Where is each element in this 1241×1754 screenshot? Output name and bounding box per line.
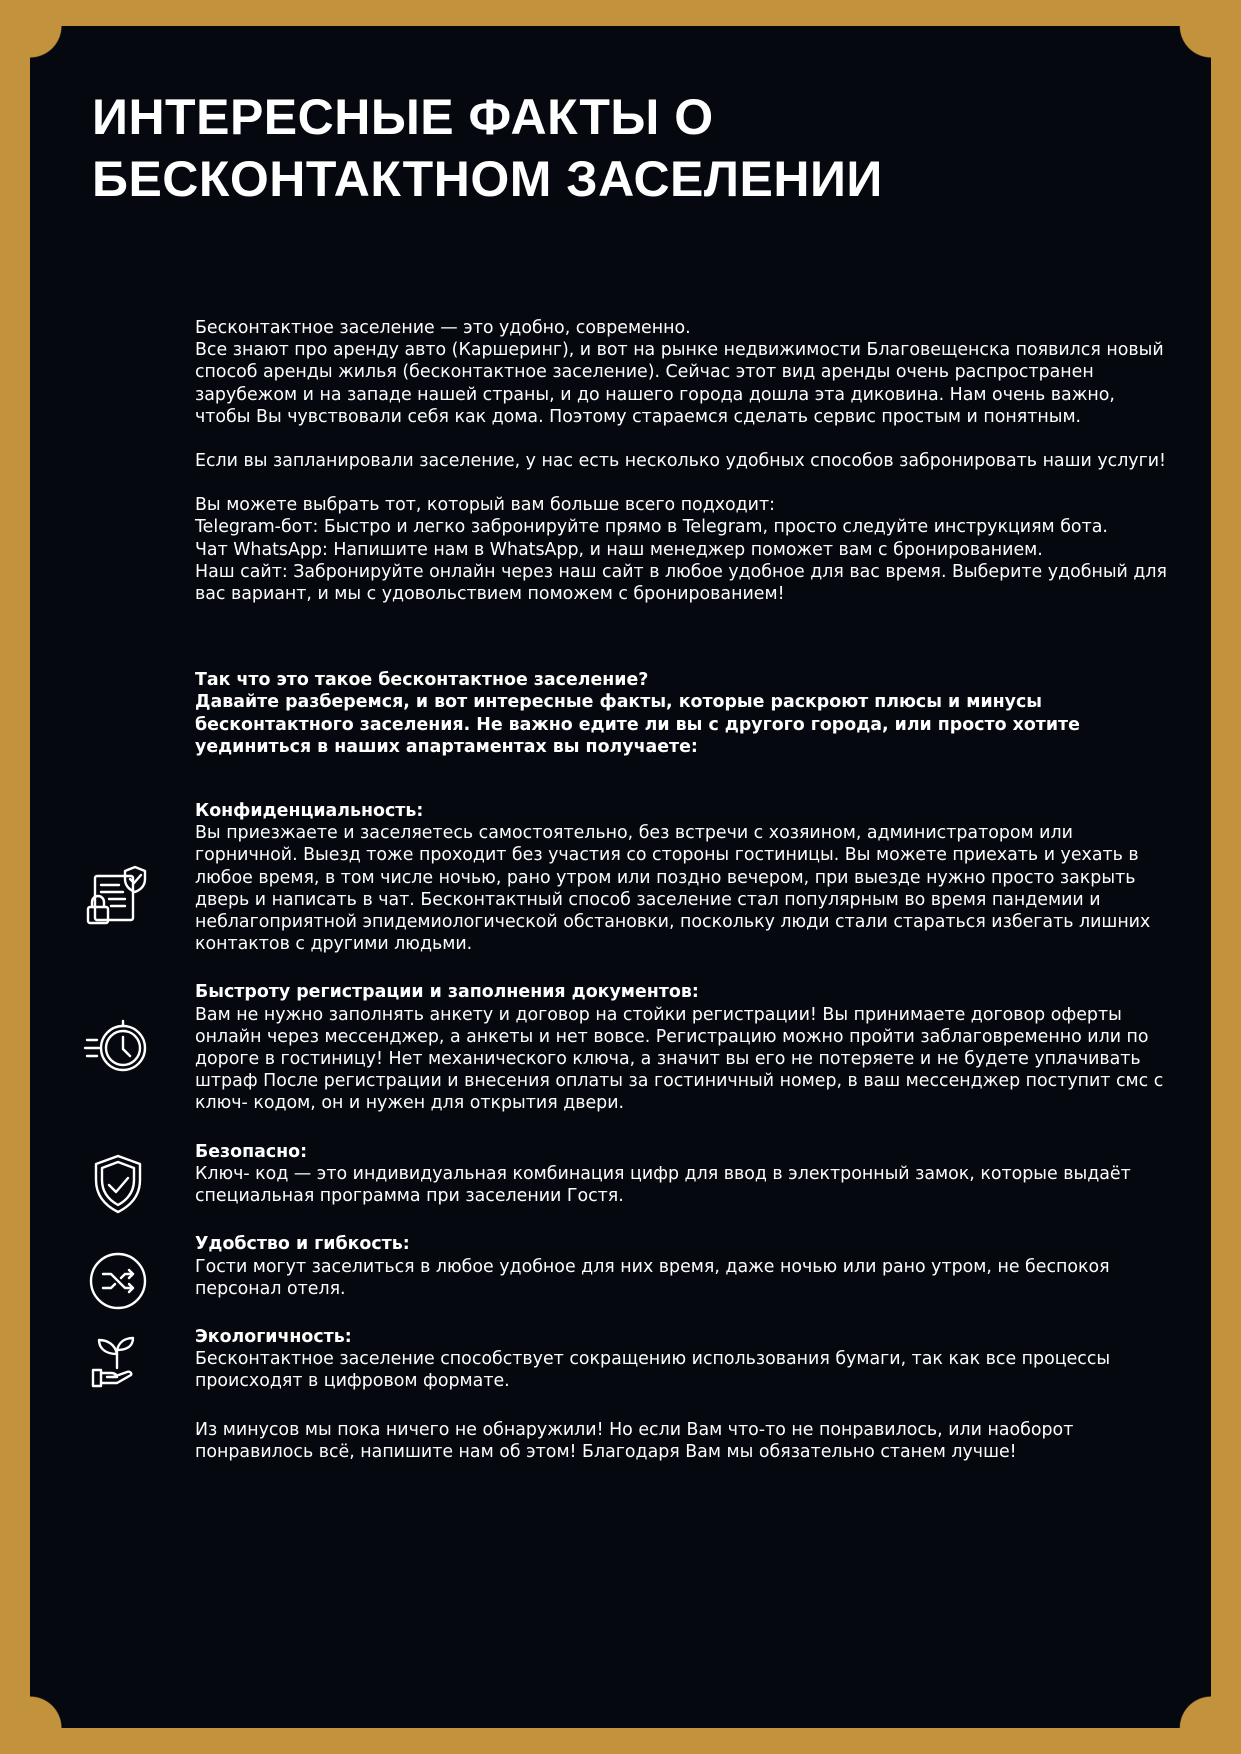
fast-clock-icon: [83, 1013, 153, 1083]
feature-text: Ключ- код — это индивидуальная комбинация цифр для ввод в электронный замок, которые выдаёт специальная программа при заселении Гостя.: [195, 1163, 1131, 1207]
article-body: [195, 317, 1175, 1463]
feature-text: Вы приезжаете и заселяетесь самостоятельно, без встречи с хозяином, администратором или горничной. Выезд тоже проходит без участия со стороны гостиницы. Вы можете приехать и уехать в любое время, в том числе ночью, рано утром или поздно вечером, при выезде нужно просто закрыть дверь и написать в чат. Бесконтактный способ заселение стал популярным во время пандемии и неблагоприятной эпидемиологической обстановки, поскольку люди стали стараться избегать лишних контактов с другими людьми.: [195, 823, 1151, 955]
shuffle-icon: [83, 1246, 153, 1316]
feature-title: Безопасно:: [195, 1141, 308, 1162]
whatsapp-option: Чат WhatsApp: Напишите нам в WhatsApp, и наш менеджер поможет вам с бронированием.: [195, 539, 1043, 560]
feature-text: Вам не нужно заполнять анкету и договор на стойки регистрации! Вы принимаете договор оферты онлайн через мессенджер, а анкеты и нет вовсе. Регистрацию можно пройти заблаговременно или по дороге в гостиницу! Нет механического ключа, а значит вы его не потеряете и не будете уплачивать штраф После регистрации и внесения оплаты за гостиничный номер, в ваш мессенджер поступит смс с ключ- кодом, он и нужен для открытия двери.: [195, 1004, 1164, 1114]
question-lead: Давайте разберемся, и вот интересные факты, которые раскроют плюсы и минусы бесконтактного заселения. Не важно едите ли вы с другого города, или просто хотите уединиться в наших апартаментах вы получаете:: [195, 692, 1080, 757]
intro-paragraph: Все знают про аренду авто (Каршеринг), и вот на рынке недвижимости Благовещенска появился новый способ аренды жилья (бесконтактное заселение). Сейчас этот вид аренды очень распространен зарубежом и на западе нашей страны, и до нашего города дошла эта диковина. Нам очень важно, чтобы Вы чувствовали себя как дома. Поэтому стараемся сделать сервис простым и понятным.: [195, 340, 1164, 427]
choose-text: Вы можете выбрать тот, который вам больше всего подходит:: [195, 495, 775, 516]
feature-text: Гости могут заселиться в любое удобное для них время, даже ночью или рано утром, не беспокоя персонал отеля.: [195, 1256, 1110, 1299]
site-option: Наш сайт: Забронируйте онлайн через наш сайт в любое удобное для вас время. Выберите удобный для вас вариант, и мы с удовольствием поможем с бронированием!: [195, 561, 1167, 605]
secure-document-icon: [83, 861, 153, 931]
booking-text: Если вы запланировали заселение, у нас есть несколько удобных способов забронировать наши услуги!: [195, 451, 1167, 472]
intro-line: Бесконтактное заселение — это удобно, современно.: [195, 318, 691, 338]
eco-hand-plant-icon: [83, 1324, 153, 1394]
question-heading: Так что это такое бесконтактное заселение?: [195, 670, 649, 691]
page-title: ИНТЕРЕСНЫЕ ФАКТЫ О БЕСКОНТАКТНОМ ЗАСЕЛЕНИИ: [92, 89, 883, 207]
feature-text: Бесконтактное заселение способствует сокращению использования бумаги, так как все процессы происходят в цифровом формате.: [195, 1349, 1111, 1392]
telegram-option: Telegram-бот: Быстро и легко забронируйте прямо в Telegram, просто следуйте инструкциям бота.: [195, 517, 1108, 538]
feature-title: Быстроту регистрации и заполнения документов:: [195, 982, 699, 1003]
feature-title: Конфиденциальность:: [195, 801, 424, 822]
closing-text: Из минусов мы пока ничего не обнаружили! Но если Вам что-то не понравилось, или наоборот понравилось всё, напишите нам об этом! Благодаря Вам мы обязательно станем лучше!: [195, 1419, 1074, 1462]
shield-check-icon: [83, 1150, 153, 1220]
feature-title: Удобство и гибкость:: [195, 1234, 410, 1255]
feature-title: Экологичность:: [195, 1326, 352, 1347]
